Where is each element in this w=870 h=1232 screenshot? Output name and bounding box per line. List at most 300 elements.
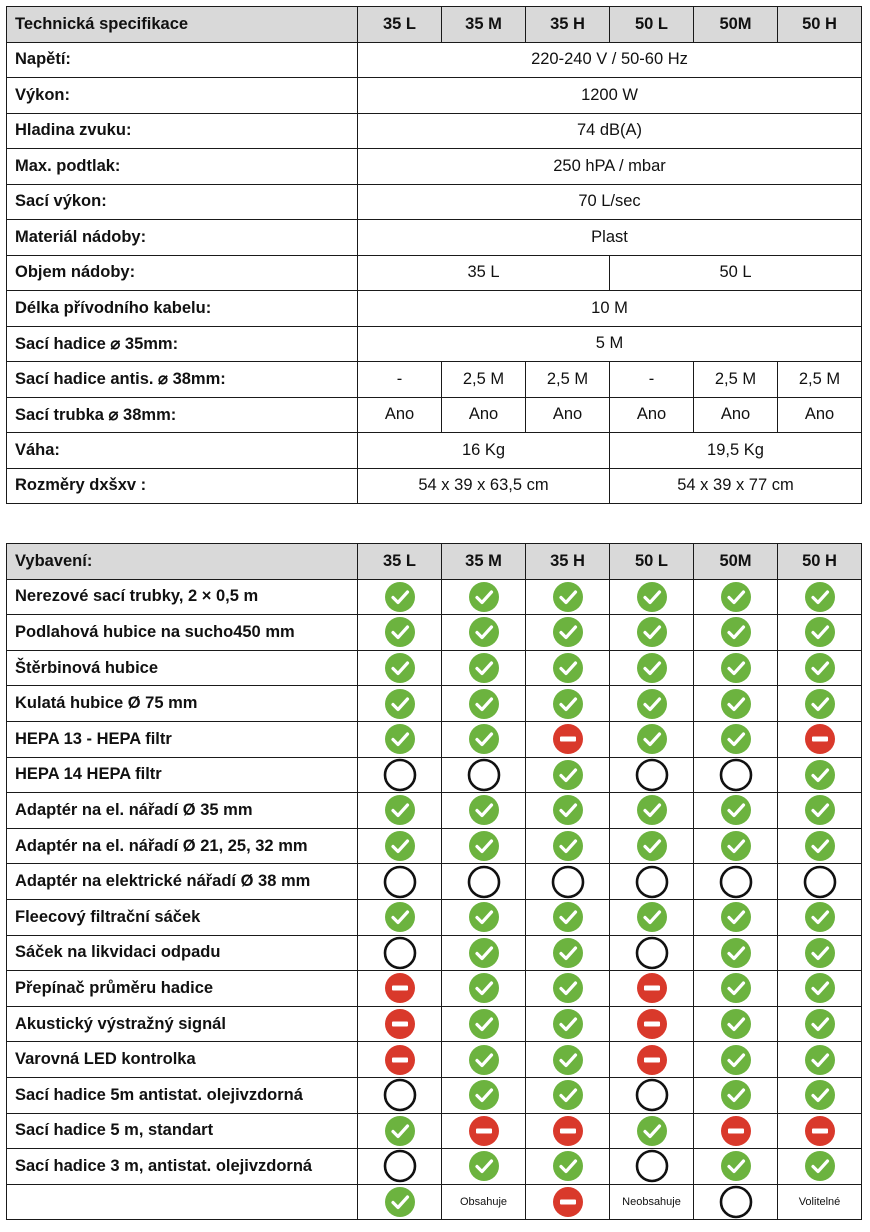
spec-row	[7, 78, 862, 114]
equipment-status-cell	[694, 686, 778, 722]
equipment-status-cell	[694, 757, 778, 793]
equipment-status-cell	[358, 1042, 442, 1078]
equipment-status-cell	[610, 686, 694, 722]
spec-value-cell: 54 x 39 x 63,5 cm	[358, 468, 610, 504]
check-icon	[468, 581, 500, 613]
equipment-row	[7, 757, 862, 793]
check-icon	[636, 581, 668, 613]
equipment-row-label: Fleecový filtrační sáček	[7, 899, 358, 935]
check-icon	[636, 901, 668, 933]
check-icon	[804, 1079, 836, 1111]
spec-header-title: Technická specifikace	[7, 7, 358, 43]
equipment-row-label: Podlahová hubice na sucho450 mm	[7, 615, 358, 651]
legend-text: Obsahuje	[442, 1184, 526, 1220]
check-icon	[384, 581, 416, 613]
equipment-status-cell	[694, 1149, 778, 1185]
legend-icon-cell	[694, 1184, 778, 1220]
equipment-status-cell	[442, 935, 526, 971]
equipment-row-label: HEPA 13 - HEPA filtr	[7, 721, 358, 757]
minus-icon	[384, 1044, 416, 1076]
spec-value-cell: 19,5 Kg	[610, 433, 862, 469]
empty-circle-icon	[383, 936, 417, 970]
check-icon	[384, 830, 416, 862]
check-icon	[636, 830, 668, 862]
spec-row-label: Objem nádoby:	[7, 255, 358, 291]
empty-circle-icon	[551, 865, 585, 899]
equipment-row-label: Akustický výstražný signál	[7, 1006, 358, 1042]
equipment-status-cell	[442, 1006, 526, 1042]
spec-row	[7, 468, 862, 504]
equipment-status-cell	[778, 828, 862, 864]
equipment-status-cell	[778, 1042, 862, 1078]
equipment-status-cell	[442, 650, 526, 686]
spec-row-label: Rozměry dxšxv :	[7, 468, 358, 504]
check-icon	[720, 723, 752, 755]
equipment-status-cell	[778, 615, 862, 651]
equipment-status-cell	[442, 579, 526, 615]
equipment-status-cell	[778, 1077, 862, 1113]
legend-row	[7, 1184, 862, 1220]
check-icon	[552, 1044, 584, 1076]
equipment-status-cell	[778, 935, 862, 971]
check-icon	[804, 937, 836, 969]
check-icon	[804, 616, 836, 648]
equipment-status-cell	[358, 757, 442, 793]
equipment-status-cell	[526, 864, 610, 900]
spec-value-cell: 10 M	[358, 291, 862, 327]
check-icon	[468, 1079, 500, 1111]
equipment-table-body	[7, 579, 862, 1220]
equipment-row-label: HEPA 14 HEPA filtr	[7, 757, 358, 793]
check-icon	[468, 652, 500, 684]
check-icon	[552, 830, 584, 862]
minus-icon	[720, 1115, 752, 1147]
equipment-status-cell	[778, 721, 862, 757]
equipment-status-cell	[442, 793, 526, 829]
equipment-status-cell	[610, 757, 694, 793]
minus-icon	[636, 972, 668, 1004]
empty-circle-icon	[719, 1185, 753, 1219]
spec-value-cell: 70 L/sec	[358, 184, 862, 220]
check-icon	[384, 901, 416, 933]
check-icon	[552, 1150, 584, 1182]
spec-value-cell: Ano	[610, 397, 694, 433]
equipment-status-cell	[610, 615, 694, 651]
check-icon	[468, 972, 500, 1004]
equipment-header-35h: 35 H	[526, 544, 610, 580]
minus-icon	[384, 1008, 416, 1040]
spec-row	[7, 255, 862, 291]
spec-value-cell: Ano	[526, 397, 610, 433]
equipment-status-cell	[442, 1077, 526, 1113]
equipment-status-cell	[526, 828, 610, 864]
empty-circle-icon	[635, 1078, 669, 1112]
check-icon	[804, 1044, 836, 1076]
check-icon	[384, 1115, 416, 1147]
minus-icon	[636, 1044, 668, 1076]
check-icon	[720, 616, 752, 648]
legend-icon-cell	[358, 1184, 442, 1220]
equipment-row	[7, 1042, 862, 1078]
spec-value-cell: 220-240 V / 50-60 Hz	[358, 42, 862, 78]
spec-value-cell: 1200 W	[358, 78, 862, 114]
check-icon	[804, 972, 836, 1004]
empty-circle-icon	[383, 1149, 417, 1183]
equipment-row	[7, 1006, 862, 1042]
equipment-status-cell	[694, 1042, 778, 1078]
equipment-row-label: Přepínač průměru hadice	[7, 971, 358, 1007]
minus-icon	[384, 972, 416, 1004]
check-icon	[720, 652, 752, 684]
equipment-status-cell	[442, 615, 526, 651]
spec-row-label: Výkon:	[7, 78, 358, 114]
spec-row	[7, 220, 862, 256]
minus-icon	[804, 723, 836, 755]
equipment-status-cell	[610, 1006, 694, 1042]
equipment-row	[7, 864, 862, 900]
equipment-status-cell	[358, 1006, 442, 1042]
equipment-row	[7, 650, 862, 686]
spec-row-label: Váha:	[7, 433, 358, 469]
check-icon	[804, 759, 836, 791]
check-icon	[804, 794, 836, 826]
equipment-row-label: Sací hadice 5 m, standart	[7, 1113, 358, 1149]
spec-value-cell: Ano	[694, 397, 778, 433]
equipment-status-cell	[694, 899, 778, 935]
spec-value-cell: Ano	[442, 397, 526, 433]
equipment-status-cell	[358, 615, 442, 651]
equipment-status-cell	[610, 579, 694, 615]
check-icon	[804, 901, 836, 933]
check-icon	[552, 581, 584, 613]
legend-blank-cell	[7, 1184, 358, 1220]
equipment-status-cell	[694, 579, 778, 615]
check-icon	[384, 652, 416, 684]
equipment-status-cell	[694, 721, 778, 757]
check-icon	[636, 616, 668, 648]
equipment-status-cell	[778, 793, 862, 829]
equipment-row	[7, 579, 862, 615]
equipment-status-cell	[358, 579, 442, 615]
spec-value-cell: Ano	[358, 397, 442, 433]
equipment-status-cell	[610, 935, 694, 971]
equipment-status-cell	[778, 1113, 862, 1149]
equipment-header-50m: 50M	[694, 544, 778, 580]
equipment-status-cell	[442, 686, 526, 722]
equipment-status-cell	[610, 721, 694, 757]
empty-circle-icon	[383, 865, 417, 899]
equipment-row	[7, 1077, 862, 1113]
equipment-status-cell	[610, 899, 694, 935]
check-icon	[384, 723, 416, 755]
minus-icon	[552, 723, 584, 755]
spec-row	[7, 184, 862, 220]
equipment-status-cell	[610, 793, 694, 829]
spec-value-cell: 2,5 M	[694, 362, 778, 398]
equipment-row-label: Nerezové sací trubky, 2 × 0,5 m	[7, 579, 358, 615]
minus-icon	[468, 1115, 500, 1147]
check-icon	[384, 794, 416, 826]
equipment-status-cell	[778, 650, 862, 686]
equipment-status-cell	[358, 721, 442, 757]
spec-value-cell: 35 L	[358, 255, 610, 291]
check-icon	[552, 1079, 584, 1111]
spec-row-label: Hladina zvuku:	[7, 113, 358, 149]
equipment-status-cell	[358, 1113, 442, 1149]
check-icon	[468, 1044, 500, 1076]
empty-circle-icon	[719, 865, 753, 899]
minus-icon	[804, 1115, 836, 1147]
spec-value-cell: 2,5 M	[442, 362, 526, 398]
check-icon	[468, 794, 500, 826]
equipment-status-cell	[526, 793, 610, 829]
check-icon	[384, 1186, 416, 1218]
empty-circle-icon	[635, 936, 669, 970]
equipment-status-cell	[694, 1077, 778, 1113]
equipment-header-35l: 35 L	[358, 544, 442, 580]
spec-value-cell: Ano	[778, 397, 862, 433]
spec-row-label: Sací hadice ⌀ 35mm:	[7, 326, 358, 362]
equipment-status-cell	[442, 971, 526, 1007]
spec-row	[7, 433, 862, 469]
equipment-row	[7, 686, 862, 722]
equipment-status-cell	[778, 579, 862, 615]
spec-header-50l: 50 L	[610, 7, 694, 43]
check-icon	[468, 616, 500, 648]
equipment-row-label: Adaptér na elektrické nářadí Ø 38 mm	[7, 864, 358, 900]
empty-circle-icon	[383, 758, 417, 792]
spec-value-cell: 5 M	[358, 326, 862, 362]
check-icon	[468, 1150, 500, 1182]
equipment-status-cell	[526, 1113, 610, 1149]
minus-icon	[552, 1186, 584, 1218]
check-icon	[468, 723, 500, 755]
check-icon	[720, 972, 752, 1004]
check-icon	[552, 616, 584, 648]
check-icon	[468, 937, 500, 969]
equipment-header-50l: 50 L	[610, 544, 694, 580]
equipment-row-label: Sáček na likvidaci odpadu	[7, 935, 358, 971]
equipment-row	[7, 828, 862, 864]
equipment-status-cell	[358, 935, 442, 971]
check-icon	[552, 794, 584, 826]
equipment-status-cell	[778, 1149, 862, 1185]
spec-value-cell: 2,5 M	[778, 362, 862, 398]
equipment-status-cell	[610, 1077, 694, 1113]
equipment-status-cell	[610, 650, 694, 686]
check-icon	[468, 901, 500, 933]
equipment-row-label: Sací hadice 3 m, antistat. olejivzdorná	[7, 1149, 358, 1185]
equipment-status-cell	[526, 615, 610, 651]
equipment-table	[6, 543, 862, 1220]
equipment-row-label: Adaptér na el. nářadí Ø 35 mm	[7, 793, 358, 829]
check-icon	[720, 1079, 752, 1111]
spec-header-35l: 35 L	[358, 7, 442, 43]
empty-circle-icon	[467, 758, 501, 792]
spec-row-label: Materiál nádoby:	[7, 220, 358, 256]
check-icon	[720, 1044, 752, 1076]
equipment-status-cell	[358, 1149, 442, 1185]
equipment-status-cell	[358, 793, 442, 829]
spec-header-row	[7, 7, 862, 43]
equipment-status-cell	[694, 828, 778, 864]
equipment-status-cell	[358, 864, 442, 900]
equipment-status-cell	[526, 721, 610, 757]
spec-row	[7, 397, 862, 433]
spec-row-label: Sací trubka ⌀ 38mm:	[7, 397, 358, 433]
equipment-status-cell	[610, 1042, 694, 1078]
equipment-header-row	[7, 544, 862, 580]
check-icon	[720, 830, 752, 862]
equipment-status-cell	[694, 615, 778, 651]
spec-row-label: Max. podtlak:	[7, 149, 358, 185]
equipment-status-cell	[778, 864, 862, 900]
equipment-header-title: Vybavení:	[7, 544, 358, 580]
check-icon	[468, 1008, 500, 1040]
equipment-header-50h: 50 H	[778, 544, 862, 580]
equipment-status-cell	[526, 971, 610, 1007]
equipment-status-cell	[526, 899, 610, 935]
check-icon	[468, 830, 500, 862]
equipment-status-cell	[442, 1113, 526, 1149]
equipment-status-cell	[694, 1006, 778, 1042]
minus-icon	[636, 1008, 668, 1040]
check-icon	[552, 688, 584, 720]
equipment-status-cell	[778, 757, 862, 793]
spec-row	[7, 362, 862, 398]
equipment-status-cell	[694, 1113, 778, 1149]
spec-row	[7, 42, 862, 78]
technical-specification-table	[6, 6, 862, 504]
check-icon	[636, 688, 668, 720]
equipment-status-cell	[526, 935, 610, 971]
check-icon	[804, 581, 836, 613]
equipment-status-cell	[610, 1113, 694, 1149]
equipment-status-cell	[778, 899, 862, 935]
check-icon	[720, 1008, 752, 1040]
empty-circle-icon	[635, 865, 669, 899]
equipment-status-cell	[442, 864, 526, 900]
spec-header-35m: 35 M	[442, 7, 526, 43]
check-icon	[720, 581, 752, 613]
equipment-status-cell	[526, 1006, 610, 1042]
equipment-status-cell	[442, 899, 526, 935]
check-icon	[552, 937, 584, 969]
equipment-status-cell	[694, 650, 778, 686]
spec-header-50h: 50 H	[778, 7, 862, 43]
check-icon	[636, 794, 668, 826]
spec-value-cell: 16 Kg	[358, 433, 610, 469]
equipment-row-label: Adaptér na el. nářadí Ø 21, 25, 32 mm	[7, 828, 358, 864]
equipment-status-cell	[358, 650, 442, 686]
equipment-status-cell	[610, 864, 694, 900]
equipment-status-cell	[526, 1042, 610, 1078]
minus-icon	[552, 1115, 584, 1147]
spec-value-cell: 50 L	[610, 255, 862, 291]
equipment-status-cell	[526, 650, 610, 686]
legend-text: Volitelné	[778, 1184, 862, 1220]
equipment-status-cell	[694, 793, 778, 829]
check-icon	[468, 688, 500, 720]
equipment-status-cell	[358, 899, 442, 935]
check-icon	[804, 830, 836, 862]
check-icon	[720, 794, 752, 826]
equipment-status-cell	[778, 971, 862, 1007]
equipment-status-cell	[442, 757, 526, 793]
spec-row-label: Sací výkon:	[7, 184, 358, 220]
equipment-row-label: Štěrbinová hubice	[7, 650, 358, 686]
spec-value-cell: 2,5 M	[526, 362, 610, 398]
equipment-row-label: Sací hadice 5m antistat. olejivzdorná	[7, 1077, 358, 1113]
spec-value-cell: -	[358, 362, 442, 398]
spec-value-cell: -	[610, 362, 694, 398]
check-icon	[384, 616, 416, 648]
spec-table-body	[7, 42, 862, 504]
empty-circle-icon	[719, 758, 753, 792]
legend-text: Neobsahuje	[610, 1184, 694, 1220]
equipment-row-label: Varovná LED kontrolka	[7, 1042, 358, 1078]
spec-value-cell: 74 dB(A)	[358, 113, 862, 149]
check-icon	[552, 759, 584, 791]
equipment-status-cell	[610, 971, 694, 1007]
equipment-status-cell	[526, 1149, 610, 1185]
check-icon	[552, 901, 584, 933]
spec-row	[7, 149, 862, 185]
equipment-status-cell	[526, 757, 610, 793]
equipment-status-cell	[610, 828, 694, 864]
empty-circle-icon	[635, 758, 669, 792]
spec-row	[7, 326, 862, 362]
equipment-status-cell	[442, 828, 526, 864]
spec-row-label: Délka přívodního kabelu:	[7, 291, 358, 327]
equipment-header-35m: 35 M	[442, 544, 526, 580]
equipment-status-cell	[526, 686, 610, 722]
legend-icon-cell	[526, 1184, 610, 1220]
check-icon	[552, 652, 584, 684]
equipment-status-cell	[358, 828, 442, 864]
check-icon	[720, 937, 752, 969]
check-icon	[804, 1008, 836, 1040]
equipment-row	[7, 899, 862, 935]
spec-row	[7, 291, 862, 327]
equipment-row-label: Kulatá hubice Ø 75 mm	[7, 686, 358, 722]
spec-row-label: Napětí:	[7, 42, 358, 78]
check-icon	[636, 723, 668, 755]
equipment-status-cell	[610, 1149, 694, 1185]
spec-row-label: Sací hadice antis. ⌀ 38mm:	[7, 362, 358, 398]
equipment-row	[7, 1149, 862, 1185]
equipment-status-cell	[442, 1042, 526, 1078]
equipment-status-cell	[526, 1077, 610, 1113]
equipment-status-cell	[694, 935, 778, 971]
spec-header-35h: 35 H	[526, 7, 610, 43]
check-icon	[636, 652, 668, 684]
check-icon	[720, 688, 752, 720]
equipment-status-cell	[526, 579, 610, 615]
check-icon	[720, 1150, 752, 1182]
equipment-row	[7, 793, 862, 829]
spec-header-50m: 50M	[694, 7, 778, 43]
check-icon	[552, 972, 584, 1004]
spec-value-cell: Plast	[358, 220, 862, 256]
check-icon	[384, 688, 416, 720]
equipment-status-cell	[694, 971, 778, 1007]
check-icon	[804, 688, 836, 720]
equipment-status-cell	[358, 686, 442, 722]
equipment-status-cell	[694, 864, 778, 900]
empty-circle-icon	[467, 865, 501, 899]
check-icon	[552, 1008, 584, 1040]
